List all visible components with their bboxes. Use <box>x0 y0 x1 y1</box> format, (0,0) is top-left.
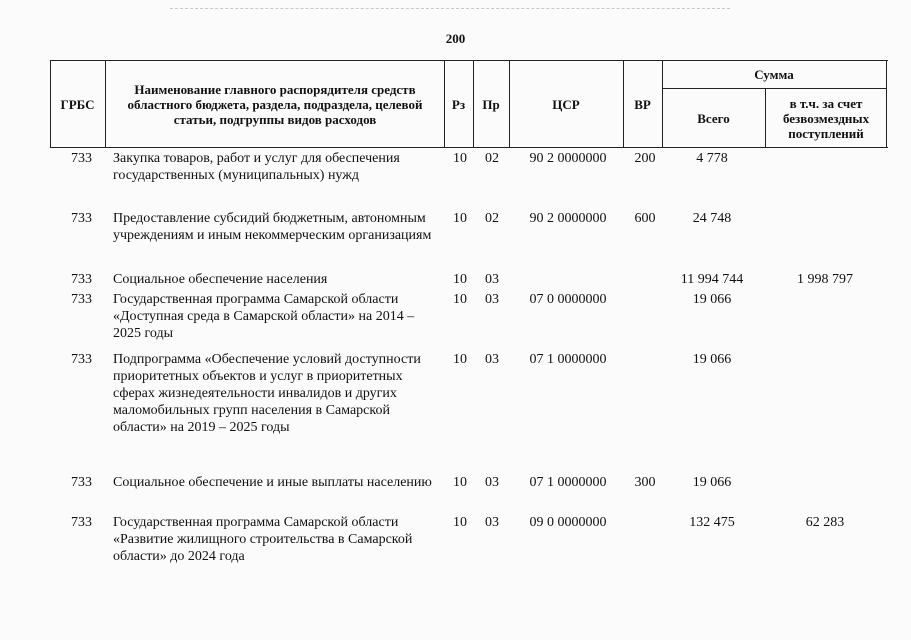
row-name: Закупка товаров, работ и услуг для обеспечения государственных (муниципальных) нужд <box>113 151 400 183</box>
row-pr: 02 <box>485 151 499 166</box>
row-name: Социальное обеспечение населения <box>113 272 328 287</box>
row-vsego: 24 748 <box>692 211 732 226</box>
row-csr: 90 2 0000000 <box>529 211 607 226</box>
row-rz: 10 <box>453 211 467 226</box>
row-bezvozm: 1 998 797 <box>797 272 853 287</box>
row-grbs: 733 <box>71 211 92 226</box>
row-vsego: 132 475 <box>689 515 735 530</box>
row-name: Государственная программа Самарской области «Развитие жилищного строительства в Самарской области» до 2024 года <box>113 515 413 564</box>
row-rz: 10 <box>453 352 467 367</box>
row-grbs: 733 <box>71 272 92 287</box>
row-vsego: 19 066 <box>692 352 732 367</box>
header-vr: ВР <box>634 96 651 112</box>
header-vsego: Всего <box>697 110 730 126</box>
row-grbs: 733 <box>71 151 92 166</box>
row-pr: 03 <box>485 272 499 287</box>
row-grbs: 733 <box>71 292 92 307</box>
row-grbs: 733 <box>71 475 92 490</box>
header-summa: Сумма <box>754 67 794 82</box>
header-divider <box>105 61 106 147</box>
row-vsego: 19 066 <box>692 475 732 490</box>
row-csr: 09 0 0000000 <box>529 515 607 530</box>
row-rz: 10 <box>453 292 467 307</box>
row-name: Государственная программа Самарской области «Доступная среда в Самарской области» на 2014 – 2025 годы <box>113 292 415 341</box>
row-vsego: 19 066 <box>692 292 732 307</box>
header-divider <box>886 61 887 147</box>
table-header <box>50 60 888 148</box>
row-pr: 02 <box>485 211 499 226</box>
header-csr: ЦСР <box>552 96 580 112</box>
row-rz: 10 <box>453 151 467 166</box>
scan-edge-line <box>170 8 730 9</box>
row-csr: 07 1 0000000 <box>529 352 607 367</box>
row-csr: 07 0 0000000 <box>529 292 607 307</box>
row-csr: 90 2 0000000 <box>529 151 607 166</box>
row-name: Подпрограмма «Обеспечение условий доступности приоритетных объектов и услуг в приоритетных сферах жизнедеятельности инвалидов и других маломобильных групп населения в Самарской области» на 2019 – 2025 годы <box>113 352 421 435</box>
row-bezvozm: 62 283 <box>805 515 845 530</box>
row-grbs: 733 <box>71 352 92 367</box>
header-name: Наименование главного распорядителя средств областного бюджета, раздела, подраздела, целевой статьи, подгруппы видов расходов <box>127 81 423 127</box>
page-number: 200 <box>445 31 466 46</box>
header-bezvozm: в т.ч. за счет безвозмездных поступлений <box>782 95 870 141</box>
row-vr: 300 <box>634 475 656 490</box>
row-name: Предоставление субсидий бюджетным, автономным учреждениям и иным некоммерческим организациям <box>113 211 432 243</box>
row-grbs: 733 <box>71 515 92 530</box>
row-vsego: 11 994 744 <box>680 272 744 287</box>
row-pr: 03 <box>485 515 499 530</box>
row-vsego: 4 778 <box>696 151 728 166</box>
row-csr: 07 1 0000000 <box>529 475 607 490</box>
header-grbs: ГРБС <box>60 96 95 112</box>
row-pr: 03 <box>485 352 499 367</box>
header-pr: Пр <box>482 96 500 112</box>
header-rz: Рз <box>451 96 466 112</box>
row-rz: 10 <box>453 272 467 287</box>
row-name: Социальное обеспечение и иные выплаты населению <box>113 475 432 490</box>
row-vr: 200 <box>634 151 656 166</box>
row-rz: 10 <box>453 475 467 490</box>
row-pr: 03 <box>485 475 499 490</box>
row-pr: 03 <box>485 292 499 307</box>
row-rz: 10 <box>453 515 467 530</box>
row-vr: 600 <box>634 211 656 226</box>
